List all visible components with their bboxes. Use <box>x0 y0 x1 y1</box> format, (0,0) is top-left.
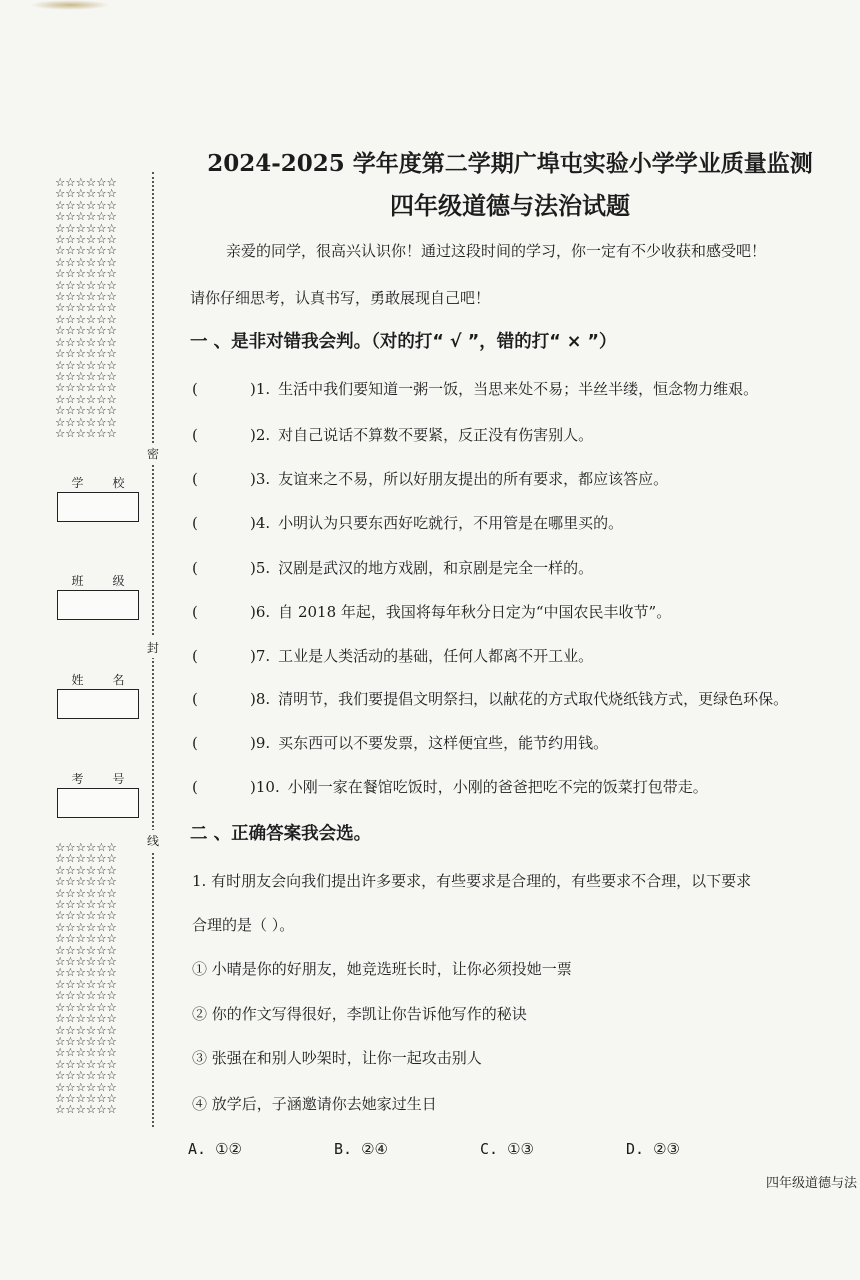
tf-item-text: 友谊来之不易，所以好朋友提出的所有要求，都应该答应。 <box>278 470 669 488</box>
tf-item-text: 工业是人类活动的基础，任何人都离不开工业。 <box>278 647 594 665</box>
binding-char-feng: 封 <box>147 637 159 658</box>
tf-item-number: 2. <box>255 426 271 444</box>
answer-blank-close: ) <box>250 559 256 577</box>
tf-item-number: 7. <box>255 647 271 665</box>
option-a[interactable]: A. ①② <box>188 1140 242 1158</box>
exam-title-line2: 四年级道德与法治试题 <box>390 191 630 220</box>
answer-blank-close: ) <box>250 514 256 532</box>
id-label-b: 号 <box>112 772 125 786</box>
answer-blank-close: ) <box>250 778 256 796</box>
statement-2: ② 你的作文写得很好，李凯让你告诉他写作的秘诀 <box>192 1005 527 1023</box>
tf-item <box>192 557 852 578</box>
tf-item <box>192 732 852 753</box>
name-label-a: 姓 <box>71 673 84 687</box>
question1-line1: 1. 有时朋友会向我们提出许多要求，有些要求是合理的，有些要求不合理，以下要求 <box>192 872 752 890</box>
page-footer: 四年级道德与法 <box>766 1176 858 1191</box>
class-label-a: 班 <box>71 574 84 588</box>
school-label <box>57 474 139 491</box>
class-field[interactable] <box>57 590 139 620</box>
answer-blank[interactable]: ( <box>192 426 198 444</box>
tf-item-number: 8. <box>255 690 271 708</box>
tf-item <box>192 424 852 445</box>
answer-blank[interactable]: ( <box>192 380 198 398</box>
class-label <box>57 572 139 589</box>
id-label-a: 考 <box>71 772 84 786</box>
option-d[interactable]: D. ②③ <box>626 1140 680 1158</box>
tf-item <box>192 645 852 666</box>
answer-blank-close: ) <box>250 603 256 621</box>
school-label-a: 学 <box>71 476 84 490</box>
tf-item <box>192 468 852 489</box>
tf-item-text: 对自己说话不算数不要紧，反正没有伤害别人。 <box>278 426 594 444</box>
answer-blank[interactable]: ( <box>192 559 198 577</box>
section2-heading: 二 、正确答案我会选。 <box>190 824 372 844</box>
id-field[interactable] <box>57 788 139 818</box>
star-border-top: ☆☆☆☆☆☆ ☆☆☆☆☆☆ ☆☆☆☆☆☆ ☆☆☆☆☆☆ ☆☆☆☆☆☆ ☆☆☆☆☆☆ ☆☆☆☆☆☆ ☆☆☆☆☆☆ ☆☆☆☆☆☆ ☆☆☆☆☆☆ ☆☆☆☆☆☆ ☆☆☆☆☆☆ ☆☆☆☆☆☆ ☆☆☆☆☆☆ ☆☆☆☆☆☆ ☆☆☆☆☆☆ ☆☆☆☆☆☆ ☆☆☆☆☆☆ ☆☆☆☆☆☆ ☆☆☆☆☆☆ ☆☆☆☆☆☆ ☆☆☆☆☆☆ ☆☆☆☆☆☆ <box>55 175 117 440</box>
statement-1: ① 小晴是你的好朋友，她竞选班长时，让你必须投她一票 <box>192 960 572 978</box>
name-label-b: 名 <box>112 673 125 687</box>
binding-char-mi: 密 <box>147 443 159 464</box>
statement-3: ③ 张强在和别人吵架时，让你一起攻击别人 <box>192 1049 482 1067</box>
answer-blank-close: ) <box>250 470 256 488</box>
section1-heading: 一 、是非对错我会判。（对的打“ √ ”，错的打“ × ”） <box>190 332 617 352</box>
answer-blank[interactable]: ( <box>192 778 198 796</box>
class-label-b: 级 <box>112 574 125 588</box>
tf-item-number: 3. <box>255 470 271 488</box>
tf-item <box>192 688 852 709</box>
tf-item-text: 自 2018 年起，我国将每年秋分日定为“中国农民丰收节”。 <box>278 603 672 621</box>
intro-line1: 亲爱的同学，很高兴认识你！通过这段时间的学习，你一定有不少收获和感受吧！ <box>226 242 767 260</box>
answer-blank[interactable]: ( <box>192 514 198 532</box>
answer-blank[interactable]: ( <box>192 734 198 752</box>
tf-item-text: 生活中我们要知道一粥一饭，当思来处不易；半丝半缕，恒念物力维艰。 <box>278 380 759 398</box>
tf-item-text: 小明认为只要东西好吃就行，不用管是在哪里买的。 <box>278 514 624 532</box>
tf-item <box>192 378 852 399</box>
answer-blank-close: ) <box>250 647 256 665</box>
answer-blank-close: ) <box>250 690 256 708</box>
tf-item-text: 买东西可以不要发票，这样便宜些，能节约用钱。 <box>278 734 609 752</box>
tf-item-number: 5. <box>255 559 271 577</box>
tf-item <box>192 776 852 797</box>
tf-item <box>192 512 852 533</box>
answer-blank[interactable]: ( <box>192 647 198 665</box>
tf-item-number: 9. <box>255 734 271 752</box>
answer-blank-close: ) <box>250 426 256 444</box>
tf-item-number: 1. <box>255 380 271 398</box>
name-label <box>57 671 139 688</box>
tf-item-text: 小刚一家在餐馆吃饭时，小刚的爸爸把吃不完的饭菜打包带走。 <box>287 778 708 796</box>
answer-blank[interactable]: ( <box>192 603 198 621</box>
option-c[interactable]: C. ①③ <box>480 1140 534 1158</box>
answer-blank[interactable]: ( <box>192 690 198 708</box>
school-label-b: 校 <box>112 476 125 490</box>
tf-item-number: 4. <box>255 514 271 532</box>
answer-blank-close: ) <box>250 380 256 398</box>
answer-blank-close: ) <box>250 734 256 752</box>
statement-4: ④ 放学后，子涵邀请你去她家过生日 <box>192 1095 437 1113</box>
intro-line2: 请你仔细思考，认真书写，勇敢展现自己吧！ <box>190 289 491 307</box>
tf-item <box>192 601 852 622</box>
binding-char-xian: 线 <box>147 830 159 851</box>
tf-item-number: 10. <box>255 778 280 796</box>
school-field[interactable] <box>57 492 139 522</box>
tf-item-text: 清明节，我们要提倡文明祭扫，以献花的方式取代烧纸钱方式，更绿色环保。 <box>278 690 789 708</box>
question1-line2: 合理的是（ ）。 <box>192 916 295 934</box>
name-field[interactable] <box>57 689 139 719</box>
paper-shadow <box>30 0 110 10</box>
tf-item-number: 6. <box>255 603 271 621</box>
answer-blank[interactable]: ( <box>192 470 198 488</box>
tf-item-text: 汉剧是武汉的地方戏剧，和京剧是完全一样的。 <box>278 559 594 577</box>
id-label <box>57 770 139 787</box>
exam-title-line1: 2024-2025 学年度第二学期广埠屯实验小学学业质量监测 <box>207 150 813 177</box>
option-b[interactable]: B. ②④ <box>334 1140 388 1158</box>
star-border-bottom: ☆☆☆☆☆☆ ☆☆☆☆☆☆ ☆☆☆☆☆☆ ☆☆☆☆☆☆ ☆☆☆☆☆☆ ☆☆☆☆☆☆ ☆☆☆☆☆☆ ☆☆☆☆☆☆ ☆☆☆☆☆☆ ☆☆☆☆☆☆ ☆☆☆☆☆☆ ☆☆☆☆☆☆ ☆☆☆☆☆☆ ☆☆☆☆☆☆ ☆☆☆☆☆☆ ☆☆☆☆☆☆ ☆☆☆☆☆☆ ☆☆☆☆☆☆ ☆☆☆☆☆☆ ☆☆☆☆☆☆ ☆☆☆☆☆☆ ☆☆☆☆☆☆ ☆☆☆☆☆☆ ☆☆☆☆☆☆ <box>55 840 117 1117</box>
